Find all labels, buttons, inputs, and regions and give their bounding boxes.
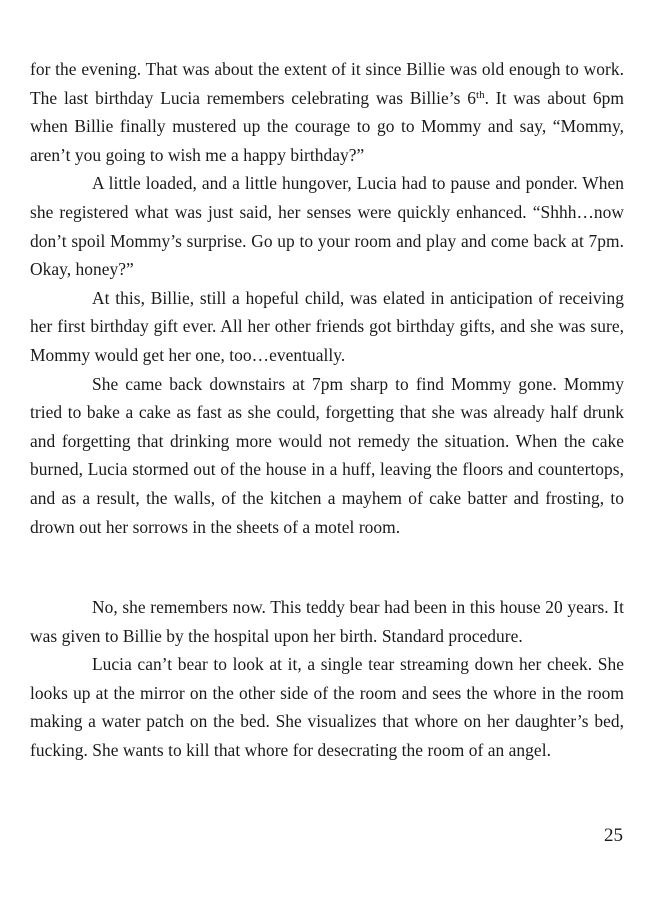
- paragraph: At this, Billie, still a hopeful child, was elated in anticipation of receiving her first birthday gift ever. All her other friends got birthday gifts, and she was sure, Mommy would get her one, too…eventually.: [30, 287, 624, 365]
- paragraph: A little loaded, and a little hungover, Lucia had to pause and ponder. When she registered what was just said, her senses were quickly enhanced. “Shhh…now don’t spoil Mommy’s surprise. Go up to your room and play and come back at 7pm. Okay, honey?”: [30, 173, 624, 280]
- paragraph: Lucia can’t bear to look at it, a single tear streaming down her cheek. She looks up at the mirror on the other side of the room and sees the whore in the room making a water patch on the bed. She visualizes that whore on her daughter’s bed, fucking. She wants to kill that whore for desecrating the room of an angel.: [30, 654, 624, 760]
- paragraph-text: for the evening. That was about the extent of it since Billie was old enough to work. The last birthday Lucia remembers celebrating was Billie’s 6: [30, 59, 624, 108]
- text-section-2: [30, 593, 624, 765]
- text-section-1: [30, 55, 624, 541]
- paragraph: She came back downstairs at 7pm sharp to find Mommy gone. Mommy tried to bake a cake as fast as she could, forgetting that she was already half drunk and forgetting that drinking more would not remedy the situation. When the cake burned, Lucia stormed out of the house in a huff, leaving the floors and countertops, and as a result, the walls, of the kitchen a mayhem of cake batter and frosting, to drown out her sorrows in the sheets of a motel room.: [30, 373, 624, 537]
- paragraph-continued: [30, 55, 624, 169]
- paragraph-text: . It was about 6pm when Billie finally mustered up the courage to go to Mommy and say, “Mommy, aren’t you going to wish me a happy birthday?”: [30, 87, 624, 165]
- page-number: 25: [604, 825, 623, 846]
- superscript: th: [475, 88, 485, 101]
- paragraph: No, she remembers now. This teddy bear had been in this house 20 years. It was given to Billie by the hospital upon her birth. Standard procedure.: [30, 597, 624, 646]
